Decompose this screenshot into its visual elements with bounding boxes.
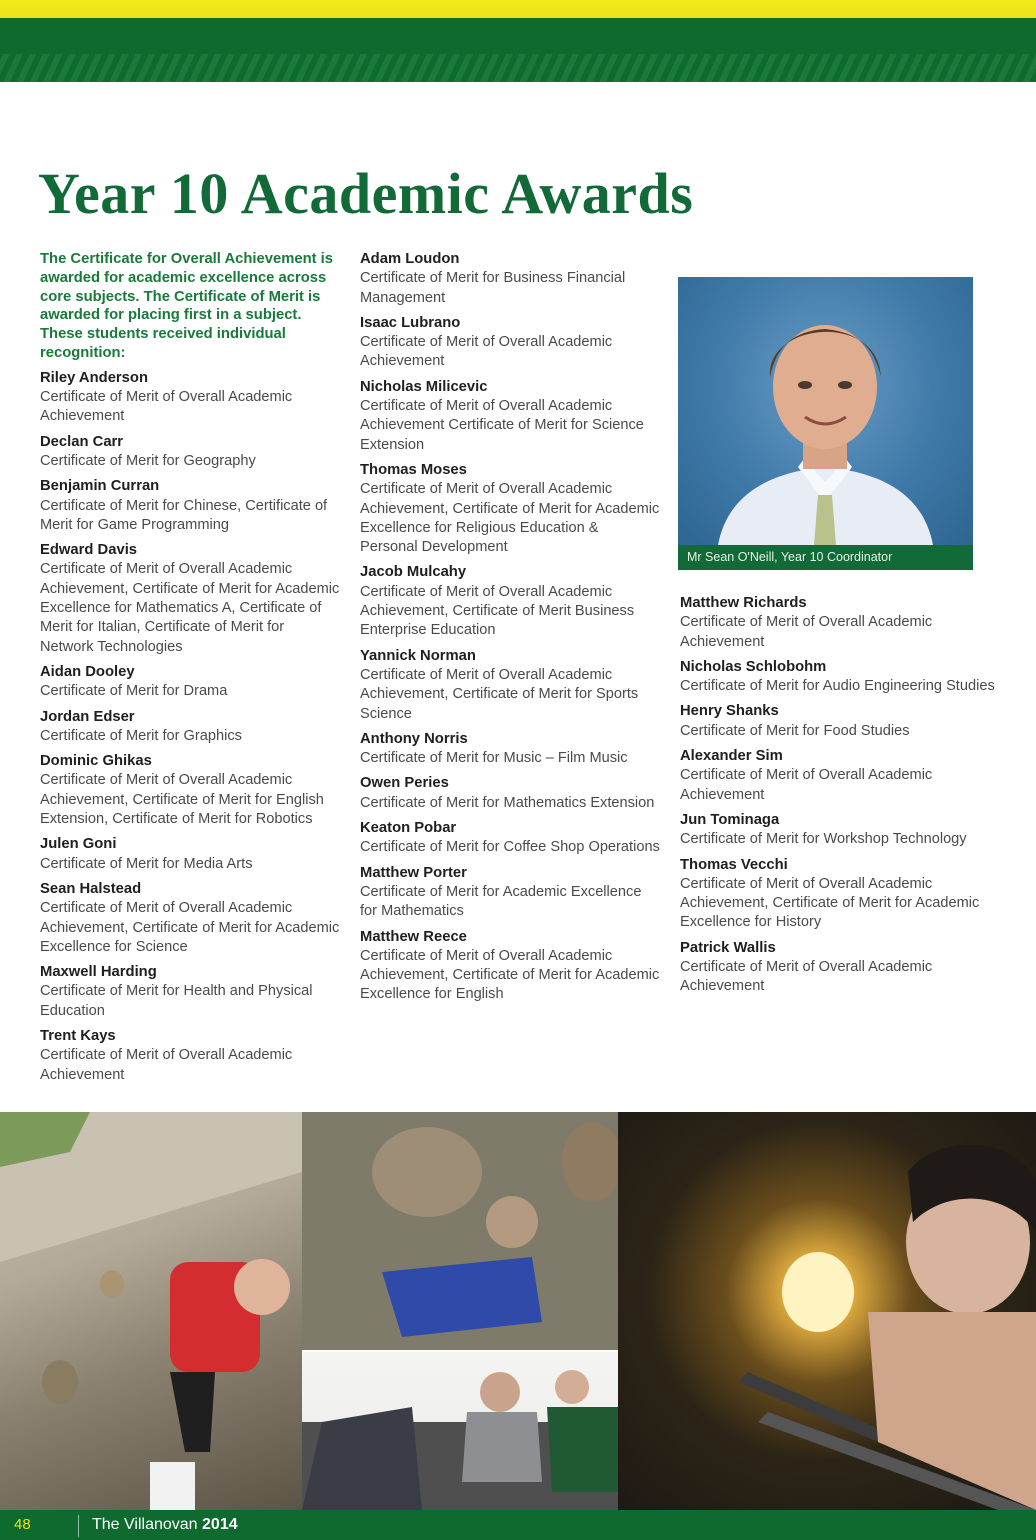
award-entry — [360, 250, 660, 308]
award-description: Certificate of Merit for Music – Film Music — [360, 750, 628, 767]
coordinator-caption: Mr Sean O'Neill, Year 10 Coordinator — [678, 545, 973, 570]
award-description: Certificate of Merit of Overall Academic Achievement, Certificate of Merit for Academic Excellence for History — [680, 875, 980, 931]
page-number: 48 — [14, 1516, 31, 1533]
student-name: Benjamin Curran — [40, 478, 160, 495]
publication-year: 2014 — [202, 1516, 238, 1533]
photo-team-challenge-illustration — [302, 1352, 618, 1510]
award-entry — [680, 658, 1000, 697]
student-name: Julen Goni — [40, 836, 117, 853]
student-name: Matthew Porter — [360, 864, 467, 881]
coordinator-photo-illustration — [678, 277, 973, 545]
award-entry — [40, 541, 340, 657]
award-entry — [40, 963, 340, 1021]
award-description: Certificate of Merit of Overall Academic Achievement, Certificate of Merit for English Extension, Certificate of Merit for Robotics — [40, 772, 324, 828]
award-description: Certificate of Merit for Food Studies — [680, 722, 910, 739]
award-entry — [680, 939, 1000, 997]
award-entry — [360, 314, 660, 372]
award-entry — [40, 369, 340, 427]
award-entry — [360, 461, 660, 557]
student-name: Anthony Norris — [360, 730, 468, 747]
award-description: Certificate of Merit of Overall Academic Achievement, Certificate of Merit for Academic Excellence for Religious Education & Personal Development — [360, 481, 660, 556]
award-description: Certificate of Merit of Overall Academic Achievement — [680, 767, 933, 803]
award-description: Certificate of Merit for Health and Physical Education — [40, 983, 313, 1019]
award-entry — [40, 433, 340, 472]
page-title: Year 10 Academic Awards — [38, 161, 694, 226]
award-entry — [40, 752, 340, 829]
award-entry — [680, 594, 1000, 652]
student-name: Trent Kays — [40, 1027, 116, 1044]
award-entry — [40, 835, 340, 874]
student-name: Isaac Lubrano — [360, 314, 461, 331]
awards-column-3 — [680, 594, 1000, 1003]
student-name: Jacob Mulcahy — [360, 564, 467, 581]
award-entry — [360, 730, 660, 769]
award-description: Certificate of Merit for Mathematics Extension — [360, 794, 655, 811]
intro-text: The Certificate for Overall Achievement is awarded for academic excellence across core subjects. The Certificate of Merit is awarded for placing first in a subject. These students received individual recognition: — [40, 251, 334, 361]
student-name: Declan Carr — [40, 433, 124, 450]
award-description: Certificate of Merit for Geography — [40, 452, 256, 469]
student-name: Maxwell Harding — [40, 964, 157, 981]
award-entry — [680, 856, 1000, 933]
header-yellow-stripe — [0, 0, 1036, 18]
footer-divider — [78, 1515, 79, 1537]
award-description: Certificate of Merit for Business Financial Management — [360, 270, 626, 306]
award-entry — [40, 880, 340, 957]
student-name: Riley Anderson — [40, 369, 148, 386]
award-description: Certificate of Merit for Audio Engineering Studies — [680, 678, 995, 695]
award-description: Certificate of Merit of Overall Academic Achievement Certificate of Merit for Science Extension — [360, 398, 644, 453]
award-entry — [360, 864, 660, 922]
photo-rock-climbing-illustration — [0, 1112, 302, 1510]
award-description: Certificate of Merit of Overall Academic Achievement — [360, 334, 613, 370]
publication-name — [92, 1516, 238, 1534]
student-name: Edward Davis — [40, 542, 138, 559]
award-entry — [360, 819, 660, 858]
award-entry — [360, 563, 660, 640]
photo-rock-climbing — [0, 1112, 302, 1510]
student-name: Keaton Pobar — [360, 820, 457, 837]
award-description: Certificate of Merit for Graphics — [40, 727, 242, 744]
header-band — [0, 0, 1036, 82]
student-name: Nicholas Schlobohm — [680, 658, 827, 675]
award-entry — [680, 702, 1000, 741]
awards-column-2 — [360, 250, 660, 1011]
student-name: Matthew Richards — [680, 595, 807, 611]
award-entry — [40, 663, 340, 702]
award-description: Certificate of Merit of Overall Academic Achievement, Certificate of Merit Business Enterprise Education — [360, 583, 635, 639]
photo-team-challenge — [302, 1352, 618, 1510]
award-description: Certificate of Merit for Workshop Technology — [680, 831, 967, 848]
award-entry — [40, 477, 340, 535]
award-description: Certificate of Merit for Coffee Shop Operations — [360, 839, 660, 856]
award-description: Certificate of Merit of Overall Academic Achievement — [680, 614, 933, 650]
student-name: Jun Tominaga — [680, 811, 780, 828]
award-entry — [360, 774, 660, 813]
student-name: Dominic Ghikas — [40, 753, 152, 770]
publication-title: The Villanovan — [92, 1516, 198, 1533]
coordinator-portrait — [678, 277, 973, 570]
student-name: Sean Halstead — [40, 880, 142, 897]
student-name: Henry Shanks — [680, 703, 779, 720]
student-name: Patrick Wallis — [680, 939, 776, 956]
award-description: Certificate of Merit of Overall Academic Achievement, Certificate of Merit for Sports Science — [360, 666, 639, 722]
award-description: Certificate of Merit of Overall Academic Achievement — [40, 1047, 293, 1083]
student-name: Owen Peries — [360, 775, 449, 792]
student-name: Nicholas Milicevic — [360, 378, 488, 395]
photo-climbing-ladder — [618, 1112, 1036, 1510]
student-name: Yannick Norman — [360, 647, 476, 664]
award-description: Certificate of Merit of Overall Academic Achievement — [40, 389, 293, 425]
student-name: Alexander Sim — [680, 748, 783, 765]
student-name: Aidan Dooley — [40, 663, 135, 680]
award-description: Certificate of Merit of Overall Academic Achievement, Certificate of Merit for Academic Excellence for Science — [40, 900, 340, 955]
award-entry — [40, 1027, 340, 1085]
award-description: Certificate of Merit of Overall Academic Achievement — [680, 959, 933, 995]
header-green-solid — [0, 18, 1036, 54]
coordinator-photo — [678, 277, 973, 545]
award-description: Certificate of Merit for Chinese, Certificate of Merit for Game Programming — [40, 497, 328, 533]
student-name: Matthew Reece — [360, 928, 467, 945]
award-entry — [680, 811, 1000, 850]
award-description: Certificate of Merit for Academic Excellence for Mathematics — [360, 883, 642, 920]
award-entry — [360, 378, 660, 455]
student-name: Jordan Edser — [40, 708, 135, 725]
award-description: Certificate of Merit of Overall Academic Achievement, Certificate of Merit for Academic Excellence for English — [360, 947, 660, 1003]
award-entry — [680, 747, 1000, 805]
award-entry — [360, 647, 660, 724]
award-description: Certificate of Merit for Drama — [40, 683, 228, 700]
photo-mud-activity — [302, 1112, 618, 1350]
student-name: Thomas Vecchi — [680, 856, 788, 873]
awards-column-1 — [40, 250, 340, 1091]
student-name: Adam Loudon — [360, 251, 460, 267]
page-footer — [0, 1510, 1036, 1540]
photo-mud-activity-illustration — [302, 1112, 618, 1350]
award-entry — [40, 708, 340, 747]
award-description: Certificate of Merit for Media Arts — [40, 855, 253, 872]
student-name: Thomas Moses — [360, 461, 467, 478]
award-entry — [360, 928, 660, 1005]
award-description: Certificate of Merit of Overall Academic Achievement, Certificate of Merit for Academic Excellence for Mathematics A, Certificate of Merit for Italian, Certificate of Merit for Network Technologies — [40, 561, 340, 655]
photo-climbing-ladder-illustration — [618, 1112, 1036, 1510]
photo-strip — [0, 1112, 1036, 1510]
